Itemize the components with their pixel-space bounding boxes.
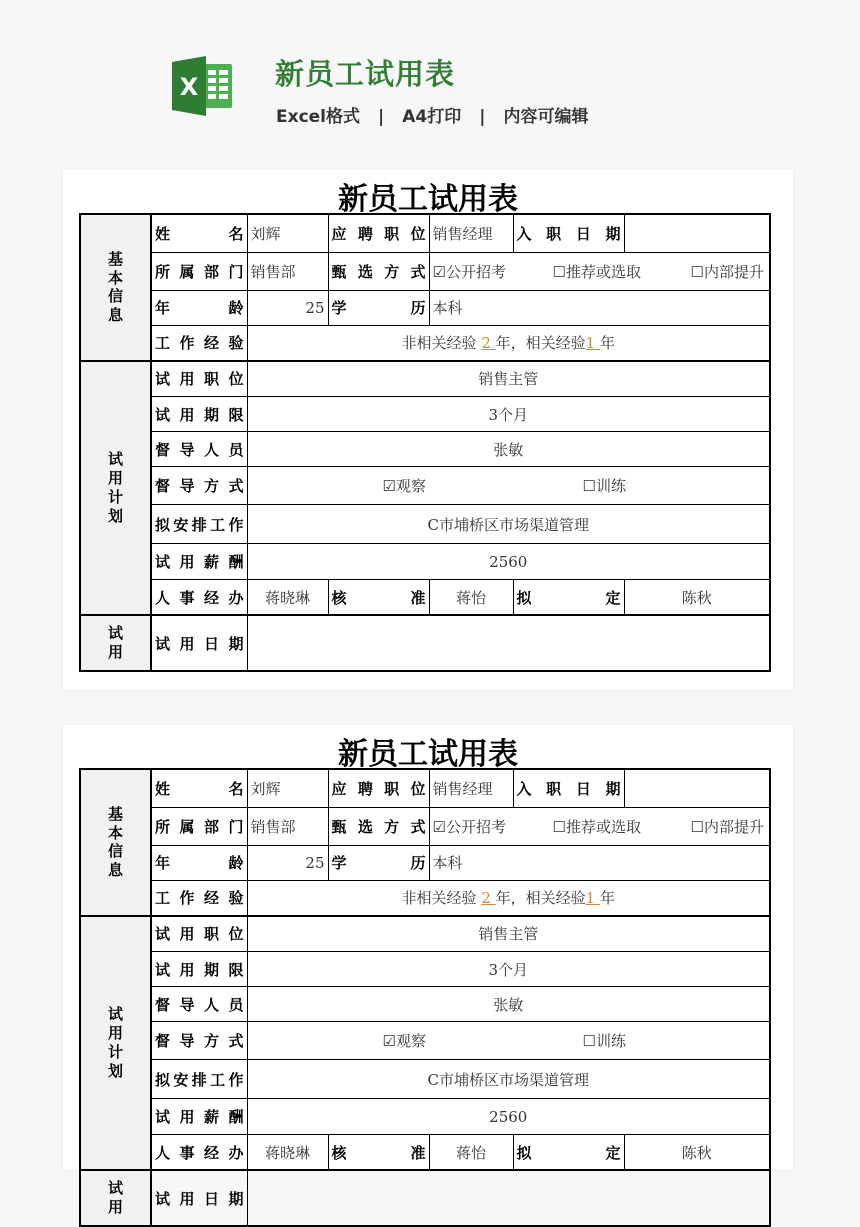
option-label: 观察 bbox=[395, 1032, 426, 1050]
salary-label: 试用薪酬 bbox=[151, 1099, 247, 1135]
checkbox-icon[interactable]: ☐ bbox=[552, 817, 566, 836]
name-field[interactable]: 刘辉 bbox=[247, 769, 328, 807]
dept-field[interactable]: 销售部 bbox=[247, 252, 328, 290]
option-label: 训练 bbox=[595, 477, 626, 495]
checkbox-icon[interactable]: ☐ bbox=[690, 817, 704, 836]
draft-field[interactable]: 陈秋 bbox=[624, 1135, 770, 1171]
edu-label: 学历 bbox=[328, 290, 429, 325]
checkbox-checked-icon[interactable]: ☑ bbox=[382, 1032, 396, 1050]
option-label: 推荐或选取 bbox=[565, 817, 641, 836]
trial-position-label: 试用职位 bbox=[151, 916, 247, 952]
trial-position-field[interactable]: 销售主管 bbox=[247, 916, 770, 952]
join-date-field[interactable] bbox=[624, 769, 770, 807]
supervisor-label: 督导人员 bbox=[151, 432, 247, 467]
dept-label: 所属部门 bbox=[151, 807, 247, 845]
work-field[interactable]: C市埔桥区市场渠道管理 bbox=[247, 505, 770, 544]
form-sheet-page-2 bbox=[63, 725, 793, 1216]
draft-label: 拟定 bbox=[513, 1135, 624, 1171]
separator: | bbox=[378, 107, 385, 127]
exp-text: 年，相关经验 bbox=[495, 889, 586, 907]
form-sheet bbox=[63, 170, 793, 690]
option-label: 推荐或选取 bbox=[565, 262, 641, 281]
age-field[interactable]: 25 bbox=[247, 845, 328, 880]
selection-options bbox=[429, 807, 770, 845]
draft-field[interactable]: 陈秋 bbox=[624, 580, 770, 616]
option-internal[interactable] bbox=[691, 261, 764, 282]
dept-label: 所属部门 bbox=[151, 252, 247, 290]
trial-period-label: 试用期限 bbox=[151, 397, 247, 432]
checkbox-icon[interactable]: ☐ bbox=[552, 262, 566, 281]
section-trial: 试用 bbox=[80, 615, 151, 671]
exp-text: 年 bbox=[599, 334, 615, 352]
name-label: 姓名 bbox=[151, 214, 247, 252]
method-options bbox=[247, 1022, 770, 1060]
option-label: 内部提升 bbox=[703, 262, 764, 281]
trial-date-label: 试用日期 bbox=[151, 1170, 247, 1226]
exp-related-years: 1 bbox=[585, 334, 600, 352]
edu-field[interactable]: 本科 bbox=[429, 290, 770, 325]
option-train[interactable] bbox=[583, 1030, 626, 1051]
salary-field[interactable]: 2560 bbox=[247, 544, 770, 580]
join-date-field[interactable] bbox=[624, 214, 770, 252]
feature-print: A4打印 bbox=[402, 107, 462, 127]
separator: | bbox=[479, 107, 486, 127]
trial-date-label: 试用日期 bbox=[151, 615, 247, 671]
supervisor-label: 督导人员 bbox=[151, 987, 247, 1022]
salary-field[interactable]: 2560 bbox=[247, 1099, 770, 1135]
position-field[interactable]: 销售经理 bbox=[429, 214, 513, 252]
exp-field[interactable] bbox=[247, 325, 770, 361]
work-label: 拟安排工作 bbox=[151, 1060, 247, 1099]
exp-label: 工作经验 bbox=[151, 880, 247, 916]
exp-text: 非相关经验 bbox=[401, 889, 482, 907]
join-date-label: 入职日期 bbox=[513, 769, 624, 807]
exp-unrelated-years: 2 bbox=[481, 889, 496, 907]
trial-form-table bbox=[79, 768, 771, 1227]
checkbox-checked-icon[interactable]: ☑ bbox=[432, 817, 446, 836]
hr-label: 人事经办 bbox=[151, 1135, 247, 1171]
form-title: 新员工试用表 bbox=[338, 182, 518, 217]
option-label: 内部提升 bbox=[703, 817, 764, 836]
age-label: 年龄 bbox=[151, 845, 247, 880]
option-label: 公开招考 bbox=[445, 262, 506, 281]
hr-field[interactable]: 蒋晓琳 bbox=[247, 580, 328, 616]
trial-date-field[interactable] bbox=[247, 615, 770, 671]
exp-text: 年 bbox=[599, 889, 615, 907]
supervisor-field[interactable]: 张敏 bbox=[247, 432, 770, 467]
option-public[interactable] bbox=[433, 816, 553, 837]
exp-field[interactable] bbox=[247, 880, 770, 916]
join-date-label: 入职日期 bbox=[513, 214, 624, 252]
section-plan: 试用计划 bbox=[80, 361, 151, 616]
option-label: 训练 bbox=[595, 1032, 626, 1050]
hr-field[interactable]: 蒋晓琳 bbox=[247, 1135, 328, 1171]
trial-position-label: 试用职位 bbox=[151, 361, 247, 397]
method-label: 督导方式 bbox=[151, 1022, 247, 1060]
header-features bbox=[276, 102, 588, 127]
draft-label: 拟定 bbox=[513, 580, 624, 616]
section-trial: 试用 bbox=[80, 1170, 151, 1226]
name-label: 姓名 bbox=[151, 769, 247, 807]
trial-date-field[interactable] bbox=[247, 1170, 770, 1226]
option-observe[interactable] bbox=[383, 1030, 583, 1051]
position-label: 应聘职位 bbox=[328, 214, 429, 252]
selection-label: 甄选方式 bbox=[328, 252, 429, 290]
supervisor-field[interactable]: 张敏 bbox=[247, 987, 770, 1022]
exp-label: 工作经验 bbox=[151, 325, 247, 361]
trial-period-field[interactable]: 3个月 bbox=[247, 952, 770, 987]
feature-format: Excel格式 bbox=[276, 107, 361, 127]
section-basic: 基本信息 bbox=[80, 769, 151, 916]
section-plan: 试用计划 bbox=[80, 916, 151, 1171]
approve-label: 核准 bbox=[328, 580, 429, 616]
checkbox-icon[interactable]: ☐ bbox=[582, 477, 596, 495]
work-field[interactable]: C市埔桥区市场渠道管理 bbox=[247, 1060, 770, 1099]
edu-field[interactable]: 本科 bbox=[429, 845, 770, 880]
position-label: 应聘职位 bbox=[328, 769, 429, 807]
exp-unrelated-years: 2 bbox=[481, 334, 496, 352]
section-basic: 基本信息 bbox=[80, 214, 151, 361]
checkbox-checked-icon[interactable]: ☑ bbox=[432, 262, 446, 281]
method-options bbox=[247, 467, 770, 505]
trial-position-field[interactable]: 销售主管 bbox=[247, 361, 770, 397]
dept-field[interactable]: 销售部 bbox=[247, 807, 328, 845]
option-recommend[interactable] bbox=[553, 816, 691, 837]
exp-text: 年，相关经验 bbox=[495, 334, 586, 352]
trial-period-field[interactable]: 3个月 bbox=[247, 397, 770, 432]
work-label: 拟安排工作 bbox=[151, 505, 247, 544]
edu-label: 学历 bbox=[328, 845, 429, 880]
checkbox-icon[interactable]: ☐ bbox=[582, 1032, 596, 1050]
selection-options bbox=[429, 252, 770, 290]
option-internal[interactable] bbox=[691, 816, 764, 837]
header-title: 新员工试用表 bbox=[275, 57, 456, 91]
approve-field[interactable]: 蒋怡 bbox=[429, 580, 513, 616]
position-field[interactable]: 销售经理 bbox=[429, 769, 513, 807]
trial-period-label: 试用期限 bbox=[151, 952, 247, 987]
option-observe[interactable] bbox=[383, 475, 583, 496]
checkbox-icon[interactable]: ☐ bbox=[690, 262, 704, 281]
svg-text:X: X bbox=[179, 73, 199, 101]
approve-field[interactable]: 蒋怡 bbox=[429, 1135, 513, 1171]
option-train[interactable] bbox=[583, 475, 626, 496]
salary-label: 试用薪酬 bbox=[151, 544, 247, 580]
checkbox-checked-icon[interactable]: ☑ bbox=[382, 477, 396, 495]
exp-text: 非相关经验 bbox=[401, 334, 482, 352]
option-public[interactable] bbox=[433, 261, 553, 282]
option-label: 观察 bbox=[395, 477, 426, 495]
name-field[interactable]: 刘辉 bbox=[247, 214, 328, 252]
age-field[interactable]: 25 bbox=[247, 290, 328, 325]
approve-label: 核准 bbox=[328, 1135, 429, 1171]
hr-label: 人事经办 bbox=[151, 580, 247, 616]
form-title: 新员工试用表 bbox=[338, 737, 518, 772]
option-recommend[interactable] bbox=[553, 261, 691, 282]
age-label: 年龄 bbox=[151, 290, 247, 325]
exp-related-years: 1 bbox=[585, 889, 600, 907]
method-label: 督导方式 bbox=[151, 467, 247, 505]
option-label: 公开招考 bbox=[445, 817, 506, 836]
trial-form-table bbox=[79, 213, 771, 672]
excel-logo-icon bbox=[172, 56, 234, 116]
selection-label: 甄选方式 bbox=[328, 807, 429, 845]
feature-editable: 内容可编辑 bbox=[503, 107, 589, 127]
